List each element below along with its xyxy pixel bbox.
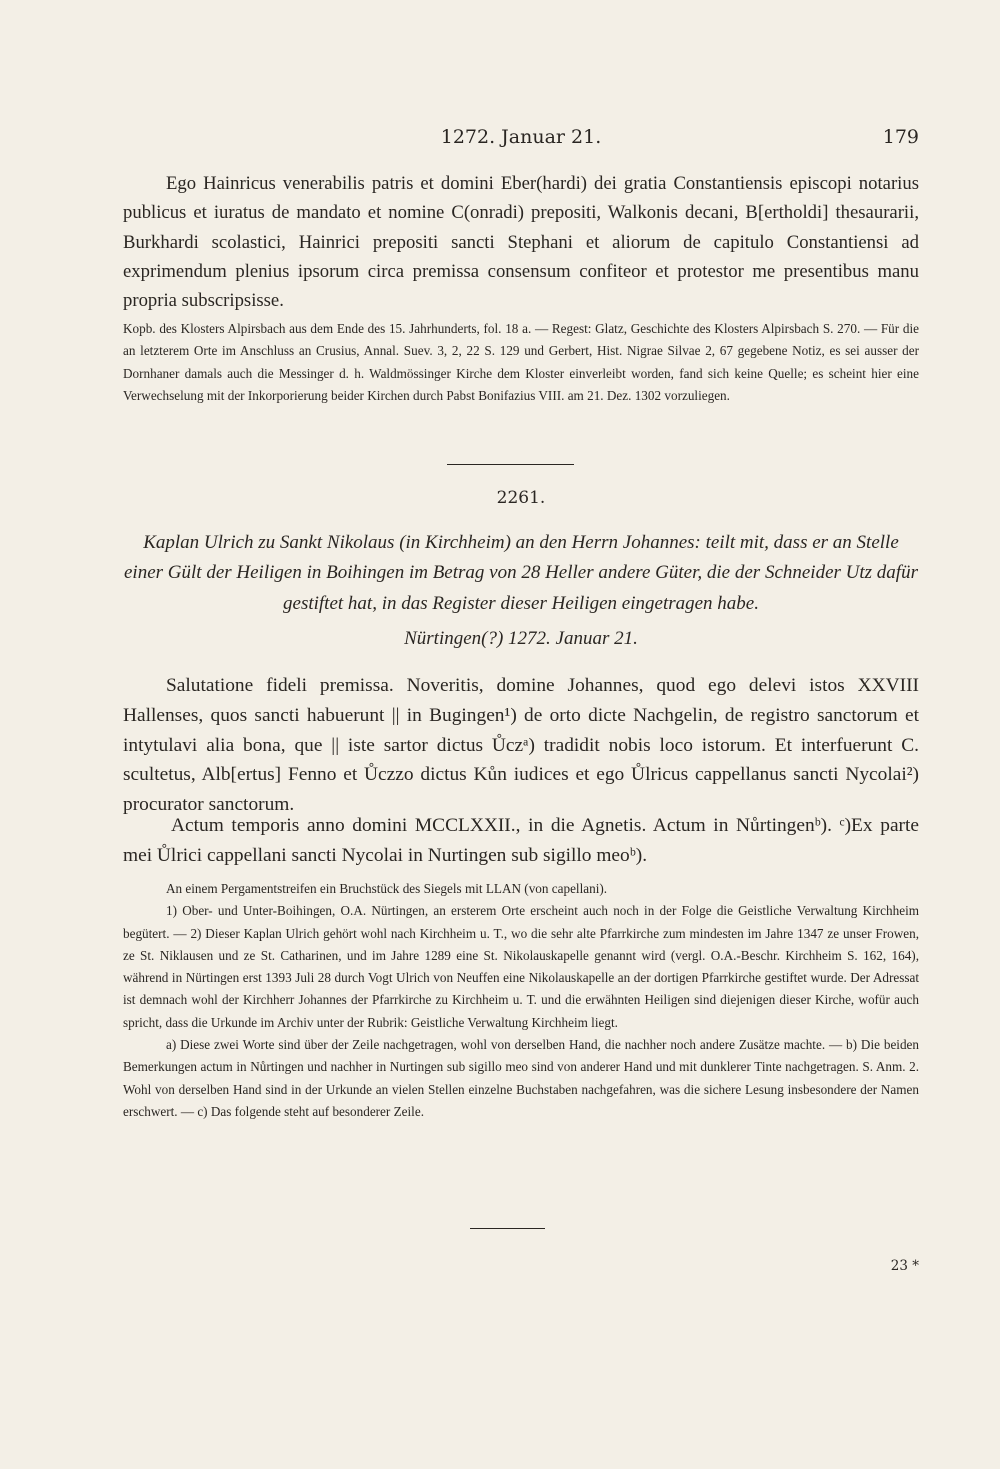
document-regest: Kaplan Ulrich zu Sankt Nikolaus (in Kirchheim) an den Herrn Johannes: teilt mit, dass er an Stelle einer Gült der Heiligen in Boihingen im Betrag von 28 Heller andere Güter, die der Schneider Utz dafür gestiftet hat, in das Register dieser Heiligen eingetragen habe.	[124, 532, 918, 614]
source-note: Kopb. des Klosters Alpirsbach aus dem Ende des 15. Jahrhunderts, fol. 18 a. — Regest: Glatz, Geschichte des Klosters Alpirsbach S. 270. — Für die an letzterem Orte im Anschluss an Crusius, Annal. Suev. 3, 2, 22 S. 129 und Gerbert, Hist. Nigrae Silvae 2, 67 gegebene Notiz, es sei ausser der Dornhaner damals auch die Messinger d. h. Waldmössinger Kirche dem Kloster einverleibt worden, fand sich keine Quelle; es scheint hier eine Verwechselung mit der Inkorporierung beider Kirchen durch Pabst Bonifazius VIII. am 21. Dez. 1302 vorzuliegen.	[123, 321, 919, 403]
section-divider	[447, 464, 574, 465]
header-date: 1272. Januar 21.	[440, 126, 602, 148]
place-date: Nürtingen(?) 1272. Januar 21.	[404, 628, 638, 649]
actum-paragraph: Actum temporis anno domini MCCLXXII., in die Agnetis. Actum in Nůrtingenᵇ). ᶜ)Ex parte mei Ůlrici cappellani sancti Nycolai in Nurtingen sub sigillo meoᵇ).	[123, 815, 919, 866]
page-header	[123, 126, 919, 156]
footnote-abc: a) Diese zwei Worte sind über der Zeile nachgetragen, wohl von derselben Hand, die nachher noch andere Zusätze machte. — b) Die beiden Bemerkungen actum in Nůrtingen und nachher in Nurtingen sub sigillo meo sind von anderer Hand und mit dunklerer Tinte nachgetragen. S. Anm. 2. Wohl von derselben Hand sind in der Urkunde an vielen Stellen einzelne Buchstaben nachgefahren, was die sichere Lesung insbesondere der Namen erschwert. — c) Das folgende steht auf besonderer Zeile.	[123, 1037, 919, 1119]
document-text: Salutatione fideli premissa. Noveritis, domine Johannes, quod ego delevi istos XXVIII Hallenses, quos sancti habuerunt || in Bugingen¹) de orto dicte Nachgelin, de registro sanctorum et intytulavi alia bona, que || iste sartor dictus Ůczᵃ) tradidit nobis loco istorum. Et interfuerunt C. scultetus, Alb[ertus] Fenno et Ůczzo dictus Kůn iudices et ego Ůlricus cappellanus sancti Nycolai²) procurator sanctorum.	[123, 675, 919, 816]
seal-note: An einem Pergamentstreifen ein Bruchstück des Siegels mit LLAN (von capellani).	[166, 881, 608, 896]
notes-block	[123, 878, 919, 1123]
intro-paragraph: Ego Hainricus venerabilis patris et domini Eber(hardi) dei gratia Constantiensis episcopi notarius publicus et iuratus de mandato et nomine C(onradi) prepositi, Walkonis decani, B[ertholdi] thesaurarii, Burkhardi scolastici, Hainrici prepositi sancti Stephani et aliorum de capitulo Constantiensi ad exprimendum plenius ipsorum circa premissa consensum confiteor et protestor me presentibus manu propria subscripsisse.	[123, 173, 919, 312]
page-number: 179	[882, 126, 919, 148]
end-divider	[470, 1228, 545, 1229]
document-number: 2261.	[496, 488, 546, 508]
signature-mark: 23 *	[890, 1258, 919, 1274]
footnote-1-2: 1) Ober- und Unter-Boihingen, O.A. Nürtingen, an ersterem Orte erscheint auch noch in der Folge die Geistliche Verwaltung Kirchheim begütert. — 2) Dieser Kaplan Ulrich gehört wohl nach Kirchheim u. T., wo die sehr alte Pfarrkirche zum mindesten im Jahre 1347 ze unser Frowen, ze St. Niklausen und ze St. Catharinen, und im Jahre 1289 eine St. Nikolauskapelle genannt wird (vergl. O.A.-Beschr. Kirchheim S. 162, 164), während in Nürtingen erst 1393 Juli 28 durch Vogt Ulrich von Neuffen eine Nikolauskapelle an der dortigen Pfarrkirche gestiftet wurde. Der Adressat ist demnach wohl der Kirchherr Johannes der Pfarrkirche zu Kirchheim u. T. und die erwähnten Heiligen sind diejenigen dieser Kirche, wofür auch spricht, dass die Urkunde im Archiv unter der Rubrik: Geistliche Verwaltung Kirchheim liegt.	[123, 903, 919, 1030]
